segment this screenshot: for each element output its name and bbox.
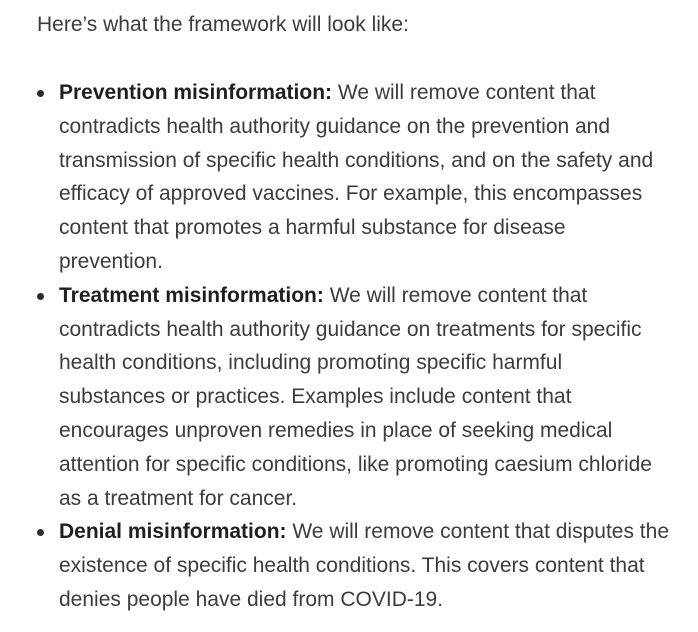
list-item-denial <box>37 515 669 616</box>
list-item-text: We will remove content that disputes the existence of specific health conditions. This covers content that denies people have died from COVID-19. <box>59 520 669 611</box>
list-item-prevention <box>37 76 669 279</box>
framework-list <box>37 76 698 617</box>
intro-text: Here’s what the framework will look like: <box>37 13 409 36</box>
bullet-icon <box>37 90 44 97</box>
list-item-term: Prevention misinformation: <box>59 81 338 104</box>
list-item-term: Denial misinformation: <box>59 520 293 544</box>
bullet-icon <box>37 293 44 300</box>
bullet-icon <box>37 529 44 536</box>
list-item-term: Treatment misinformation: <box>59 283 330 307</box>
list-item-text: We will remove content that contradicts health authority guidance on the prevention and transmission of specific health conditions, and on the safety and efficacy of approved vaccines. For example, this encompasses content that promotes a harmful substance for disease prevention. <box>59 81 654 273</box>
list-item-text: We will remove content that contradicts health authority guidance on treatments for specific health conditions, including promoting specific harmful substances or practices. Examples include content that encourages unproven remedies in place of seeking medical attention for specific conditions, like promoting caesium chloride as a treatment for cancer. <box>59 283 652 510</box>
list-item-treatment <box>37 279 669 516</box>
